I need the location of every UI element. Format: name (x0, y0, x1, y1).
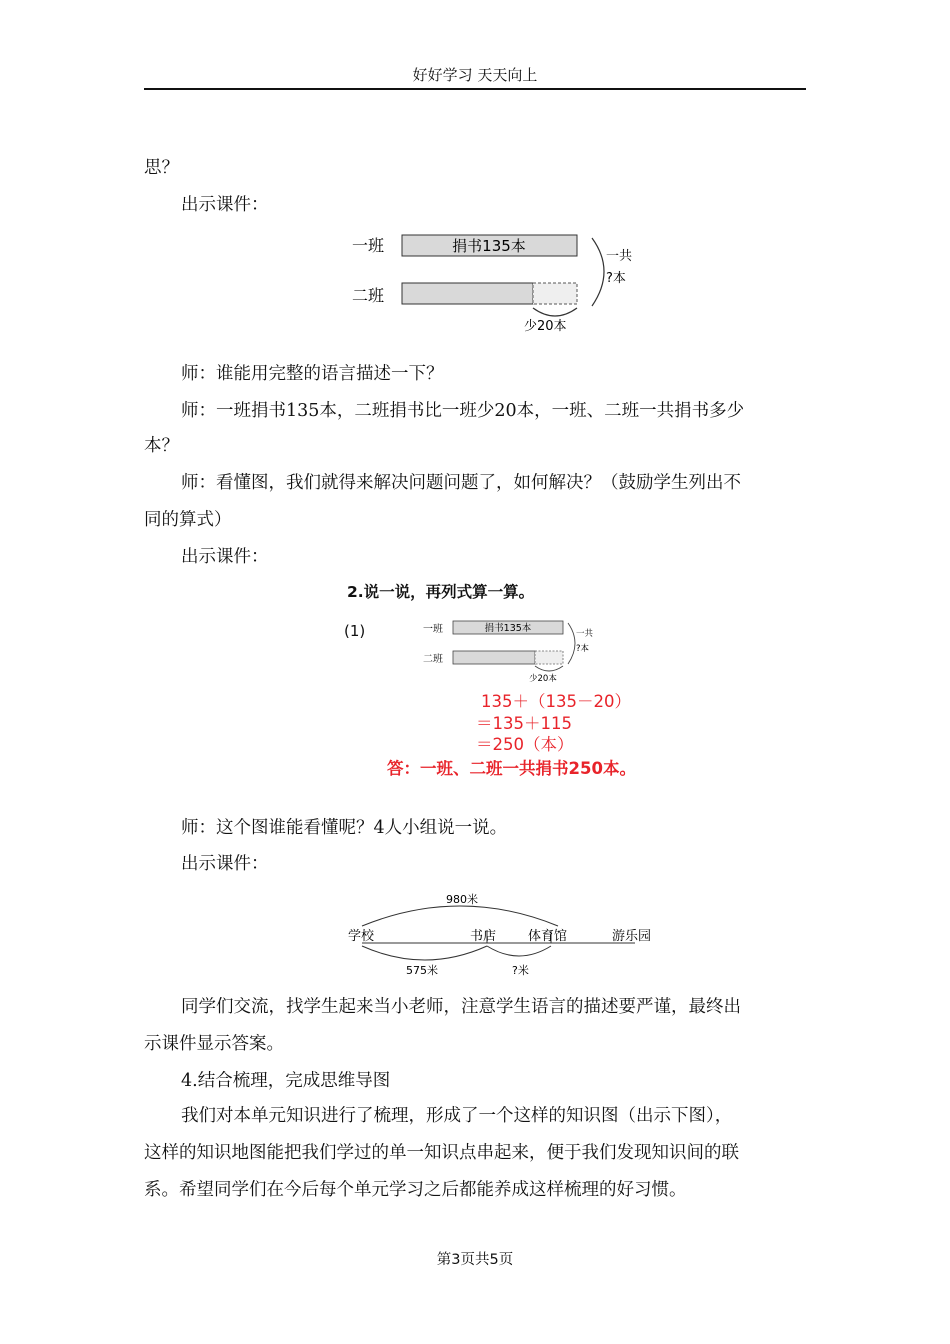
paragraph-p4a: 师：一班捐书135本，二班捐书比一班少20本，一班、二班一共捐书多少 (181, 401, 745, 421)
answer-line: 答：一班、二班一共捐书250本。 (387, 759, 636, 778)
total-brace (592, 238, 604, 306)
paragraph-p1: 思？ (144, 158, 179, 178)
seg1-brace (362, 946, 487, 960)
paragraph-p7: 师：这个图谁能看懂呢？4人小组说一说。 (181, 818, 508, 838)
school-label: 学校 (348, 929, 375, 944)
less-brace (533, 308, 577, 316)
bar-diagram-2 (418, 616, 618, 686)
class1-label: 一班 (352, 236, 385, 255)
class2-missing-part (533, 283, 577, 304)
paragraph-p8: 出示课件： (181, 854, 269, 874)
park-label: 游乐园 (612, 929, 652, 944)
ex-class1-label: 一班 (423, 624, 443, 635)
class2-bar (402, 283, 533, 304)
ex-brace-top-label: 一共 (576, 629, 594, 639)
ex-class2-label: 二班 (423, 654, 443, 665)
paragraph-p11b: 这样的知识地图能把我们学过的单一知识点串起来，便于我们发现知识间的联 (144, 1143, 739, 1163)
class1-bar-text: 捐书135本 (452, 237, 526, 255)
ex-class1-bar-text: 捐书135本 (484, 623, 532, 634)
page-header: 好好学习 天天向上 (412, 66, 538, 84)
paragraph-p9b: 示课件显示答案。 (144, 1034, 284, 1054)
paragraph-p5b: 同的算式） (144, 510, 232, 530)
seg2-label: ?米 (512, 964, 529, 977)
total-distance-label: 980米 (446, 893, 478, 906)
brace-bottom-label: ?本 (606, 271, 626, 286)
gym-label: 体育馆 (528, 929, 568, 944)
bookstore-label: 书店 (470, 929, 497, 944)
brace-top-label: 一共 (606, 249, 633, 264)
paragraph-p5a: 师：看懂图，我们就得来解决问题问题了，如何解决？（鼓励学生列出不 (181, 473, 741, 493)
paragraph-p4b: 本？ (144, 436, 179, 456)
ex-less-brace (535, 666, 563, 671)
paragraph-p3: 师：谁能用完整的语言描述一下？ (181, 364, 444, 384)
paragraph-p9a: 同学们交流，找学生起来当小老师，注意学生语言的描述要严谨，最终出 (181, 997, 741, 1017)
paragraph-p11c: 系。希望同学们在今后每个单元学习之后都能养成这样梳理的好习惯。 (144, 1180, 687, 1200)
calc-line-2: ＝135＋115 (476, 714, 572, 733)
class2-label: 二班 (352, 286, 385, 305)
exercise-title: 2.说一说，再列式算一算。 (347, 583, 535, 601)
calc-line-1: 135＋（135－20） (481, 692, 631, 711)
seg1-label: 575米 (406, 964, 438, 977)
distance-diagram (340, 888, 670, 980)
total-distance-arc (362, 906, 558, 926)
ex-class2-missing-part (535, 651, 563, 664)
paragraph-p10: 4.结合梳理，完成思维导图 (181, 1071, 391, 1091)
bar-diagram-1 (340, 226, 650, 338)
header-rule (144, 88, 806, 90)
less-label: 少20本 (524, 319, 567, 334)
ex-less-label: 少20本 (529, 674, 557, 684)
page-footer: 第3页共5页 (436, 1252, 514, 1268)
paragraph-p2: 出示课件： (181, 195, 269, 215)
ex-brace-bottom-label: ?本 (576, 644, 590, 654)
ex-class2-bar (453, 651, 535, 664)
paragraph-p6: 出示课件： (181, 547, 269, 567)
exercise-number: (1) (344, 622, 366, 640)
ex-total-brace (568, 623, 575, 664)
calc-line-3: ＝250（本） (476, 735, 574, 754)
seg2-brace (487, 946, 551, 956)
paragraph-p11a: 我们对本单元知识进行了梳理，形成了一个这样的知识图（出示下图）， (181, 1106, 733, 1126)
